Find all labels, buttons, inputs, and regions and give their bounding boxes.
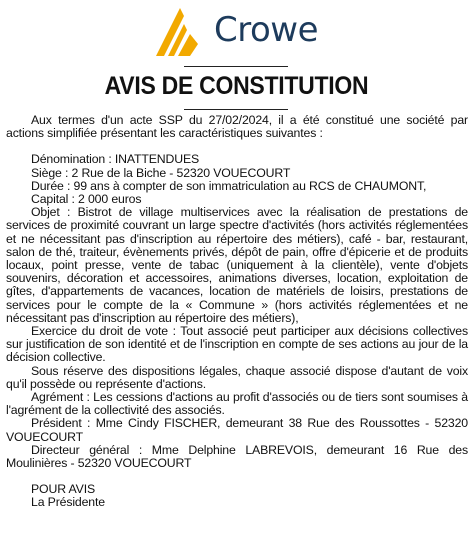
denomination-line: Dénomination : INATTENDUES bbox=[31, 152, 200, 167]
title-rule-top bbox=[184, 66, 288, 67]
intro-paragraph: Aux termes d'un acte SSP du 27/02/2024, il a été constitué une société par actions simplifiée présentant les caractéristiques suivantes : bbox=[6, 113, 468, 141]
duree-line: Durée : 99 ans à compter de son immatriculation au RCS de CHAUMONT, bbox=[31, 178, 427, 193]
capital-line: Capital : 2 000 euros bbox=[31, 192, 142, 207]
brand-name: Crowe bbox=[214, 10, 318, 50]
notice-title: AVIS DE CONSTITUTION bbox=[104, 72, 369, 100]
siege-line: Siège : 2 Rue de la Biche - 52320 VOUECOURT bbox=[31, 165, 291, 180]
agrement-paragraph: Agrément : Les cessions d'actions au profit d'associés ou de tiers sont soumises à l'agrément de la collectivité des associés. bbox=[6, 390, 468, 418]
reserve-paragraph: Sous réserve des dispositions légales, chaque associé dispose d'autant de voix qu'il possède ou représente d'actions. bbox=[6, 363, 468, 391]
objet-paragraph: Objet : Bistrot de village multiservices avec la réalisation de prestations de services de proximité couvrant un large spectre d'activités (hors activités réglementées et ne nécessitant pas d'inscription au répertoire des métiers), café - bar, restaurant, salon de thé, traiteur, évènements privés, dépôt de pain, offre d'épicerie et de produits locaux, point presse, vente de tabac (uniquement à la clientèle), vente d'objets souvenirs, décoration et accessoires, animations diverses, location, exploitation de gîtes, d'appartements de vacances, location de matériels de loisirs, prestations de services pour le compte de la « Commune » (hors activités réglementées et ne nécessitant pas d'inscription au répertoire des métiers), bbox=[6, 205, 468, 325]
title-rule-bottom bbox=[184, 109, 288, 110]
president-paragraph: Président : Mme Cindy FISCHER, demeurant 38 Rue des Roussottes - 52320 VOUECOURT bbox=[6, 416, 468, 444]
pour-avis-line: POUR AVIS bbox=[31, 482, 96, 497]
crowe-logo bbox=[150, 6, 330, 58]
directeur-paragraph: Directeur général : Mme Delphine LABREVOIS, demeurant 16 Rue des Moulinières - 52320 VOUECOURT bbox=[6, 442, 468, 471]
signature-line: La Présidente bbox=[31, 495, 105, 510]
crowe-mark-icon bbox=[150, 6, 212, 58]
notice-body bbox=[6, 114, 468, 510]
vote-paragraph: Exercice du droit de vote : Tout associé peut participer aux décisions collectives sur justification de son identité et de l'inscription en compte de ses actions au jour de la décision collective. bbox=[6, 324, 468, 365]
